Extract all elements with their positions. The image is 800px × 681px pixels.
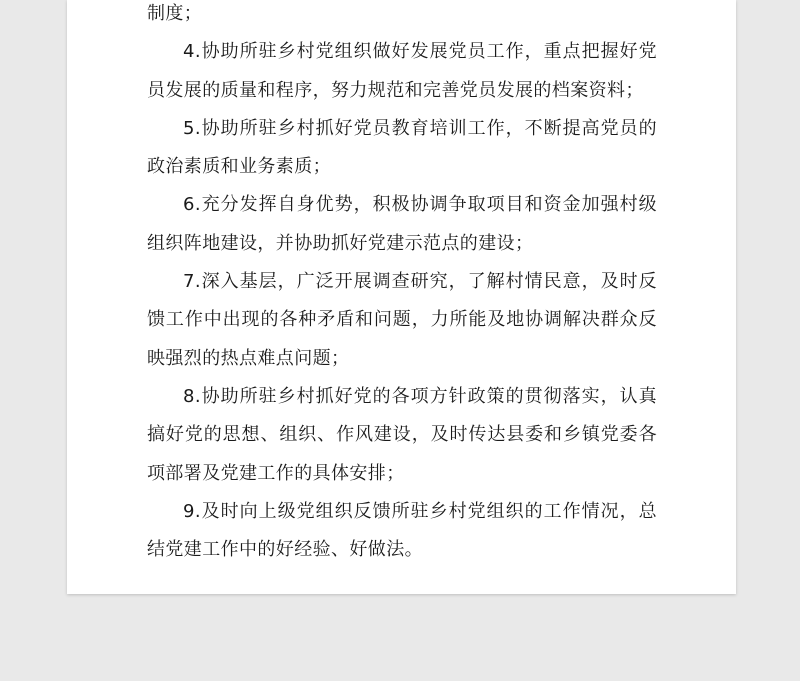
document-page [67, 0, 736, 594]
paragraph-item-4: 4.协助所驻乡村党组织做好发展党员工作，重点把握好党员发展的质量和程序，努力规范和完善党员发展的档案资料； [147, 41, 657, 101]
paragraph-item-8: 8.协助所驻乡村抓好党的各项方针政策的贯彻落实，认真搞好党的思想、组织、作风建设，及时传达县委和乡镇党委各项部署及党建工作的具体安排； [147, 385, 657, 484]
paragraph-item-9: 9.及时向上级党组织反馈所驻乡村党组织的工作情况，总结党建工作中的好经验、好做法。 [147, 500, 657, 561]
document-body [147, 0, 657, 569]
paragraph-item-5: 5.协助所驻乡村抓好党员教育培训工作，不断提高党员的政治素质和业务素质； [147, 117, 657, 178]
paragraph-item-6: 6.充分发挥自身优势，积极协调争取项目和资金加强村级组织阵地建设，并协助抓好党建示范点的建设； [147, 194, 657, 254]
paragraph-continuation: 制度； [147, 3, 203, 24]
paragraph-item-7: 7.深入基层，广泛开展调查研究，了解村情民意，及时反馈工作中出现的各种矛盾和问题，力所能及地协调解决群众反映强烈的热点难点问题； [147, 271, 657, 369]
